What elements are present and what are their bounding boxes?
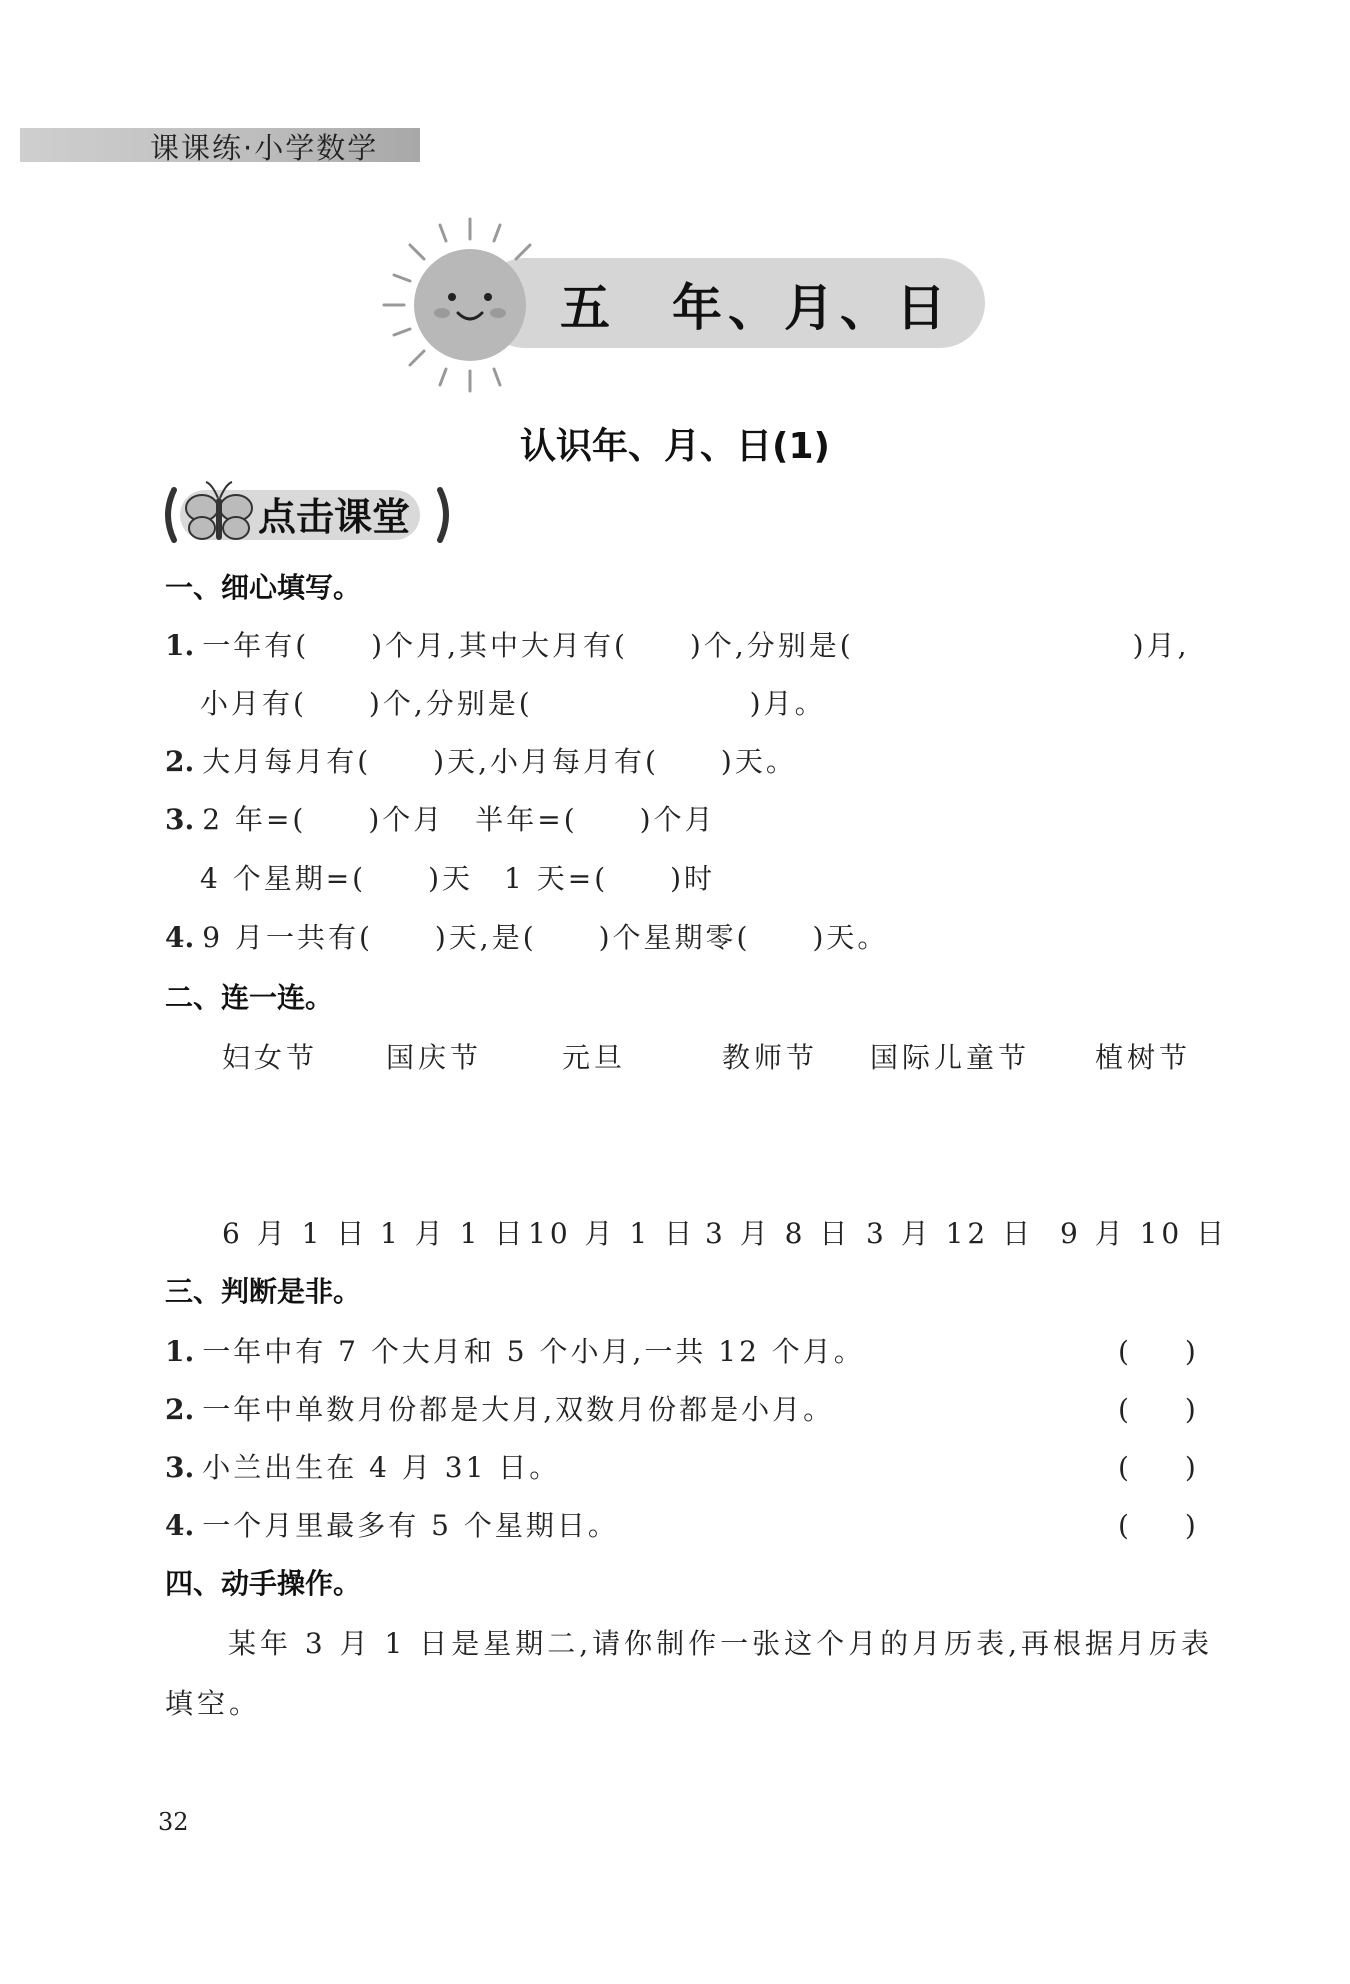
question-3 <box>165 798 716 838</box>
date-item: 3 月 12 日 <box>866 1217 1035 1250</box>
section3-title: 三、判断是非。 <box>165 1275 362 1308</box>
question-2 <box>165 740 797 780</box>
festival-item: 元旦 <box>562 1041 627 1074</box>
question-text: 一年中有 7 个大月和 5 个小月,一共 12 个月。 <box>202 1335 865 1368</box>
instruction-line-2: 填空。 <box>165 1687 262 1720</box>
section4-title: 四、动手操作。 <box>165 1567 362 1600</box>
judge-item <box>165 1504 619 1544</box>
festival-item: 国际儿童节 <box>870 1041 1031 1074</box>
festival-item: 国庆节 <box>386 1041 483 1074</box>
question-text: 一年中单数月份都是大月,双数月份都是小月。 <box>202 1393 835 1426</box>
question-text: 9 月一共有( )天,是( )个星期零( )天。 <box>202 921 889 954</box>
question-number: 1. <box>165 629 195 662</box>
festival-item: 植树节 <box>1095 1041 1192 1074</box>
judge-item <box>165 1446 560 1486</box>
instruction-line-1: 某年 3 月 1 日是星期二,请你制作一张这个月的月历表,再根据月历表 <box>228 1627 1214 1660</box>
question-number: 3. <box>165 1451 195 1484</box>
lesson-title: 认识年、月、日(1) <box>520 426 830 467</box>
judge-item <box>165 1330 865 1370</box>
question-number: 1. <box>165 1335 195 1368</box>
answer-paren[interactable]: ( ) <box>1118 1335 1196 1368</box>
question-text: 小兰出生在 4 月 31 日。 <box>202 1451 561 1484</box>
date-item: 10 月 1 日 <box>528 1217 697 1250</box>
festival-item: 教师节 <box>722 1041 819 1074</box>
date-item: 3 月 8 日 <box>705 1217 852 1250</box>
question-text: 一年有( )个月,其中大月有( )个,分别是( )月, <box>202 629 1190 662</box>
sun-icon <box>380 215 560 395</box>
date-item: 6 月 1 日 <box>222 1217 369 1250</box>
question-number: 4. <box>165 1509 195 1542</box>
question-1-line2: 小月有( )个,分别是( )月。 <box>200 687 826 720</box>
question-text: 一个月里最多有 5 个星期日。 <box>202 1509 619 1542</box>
question-number: 2. <box>165 1393 195 1426</box>
date-item: 1 月 1 日 <box>380 1217 527 1250</box>
question-number: 3. <box>165 803 195 836</box>
answer-paren[interactable]: ( ) <box>1118 1393 1196 1426</box>
question-3-line2: 4 个星期=( )天 1 天=( )时 <box>200 862 716 895</box>
banner-label: 点击课堂 <box>258 495 411 539</box>
date-item: 9 月 10 日 <box>1060 1217 1229 1250</box>
question-1 <box>165 624 1189 664</box>
chapter-title: 五 年、月、日 <box>560 279 952 337</box>
page-number: 32 <box>158 1808 189 1836</box>
answer-paren[interactable]: ( ) <box>1118 1509 1196 1542</box>
question-number: 2. <box>165 745 195 778</box>
question-text: 大月每月有( )天,小月每月有( )天。 <box>202 745 797 778</box>
festival-item: 妇女节 <box>222 1041 319 1074</box>
section2-title: 二、连一连。 <box>165 981 334 1014</box>
question-text: 2 年=( )个月 半年=( )个月 <box>202 803 716 836</box>
question-number: 4. <box>165 921 195 954</box>
section1-title: 一、细心填写。 <box>165 571 362 604</box>
question-4 <box>165 916 888 956</box>
series-title: 课课练·小学数学 <box>150 131 379 165</box>
judge-item <box>165 1388 834 1428</box>
answer-paren[interactable]: ( ) <box>1118 1451 1196 1484</box>
